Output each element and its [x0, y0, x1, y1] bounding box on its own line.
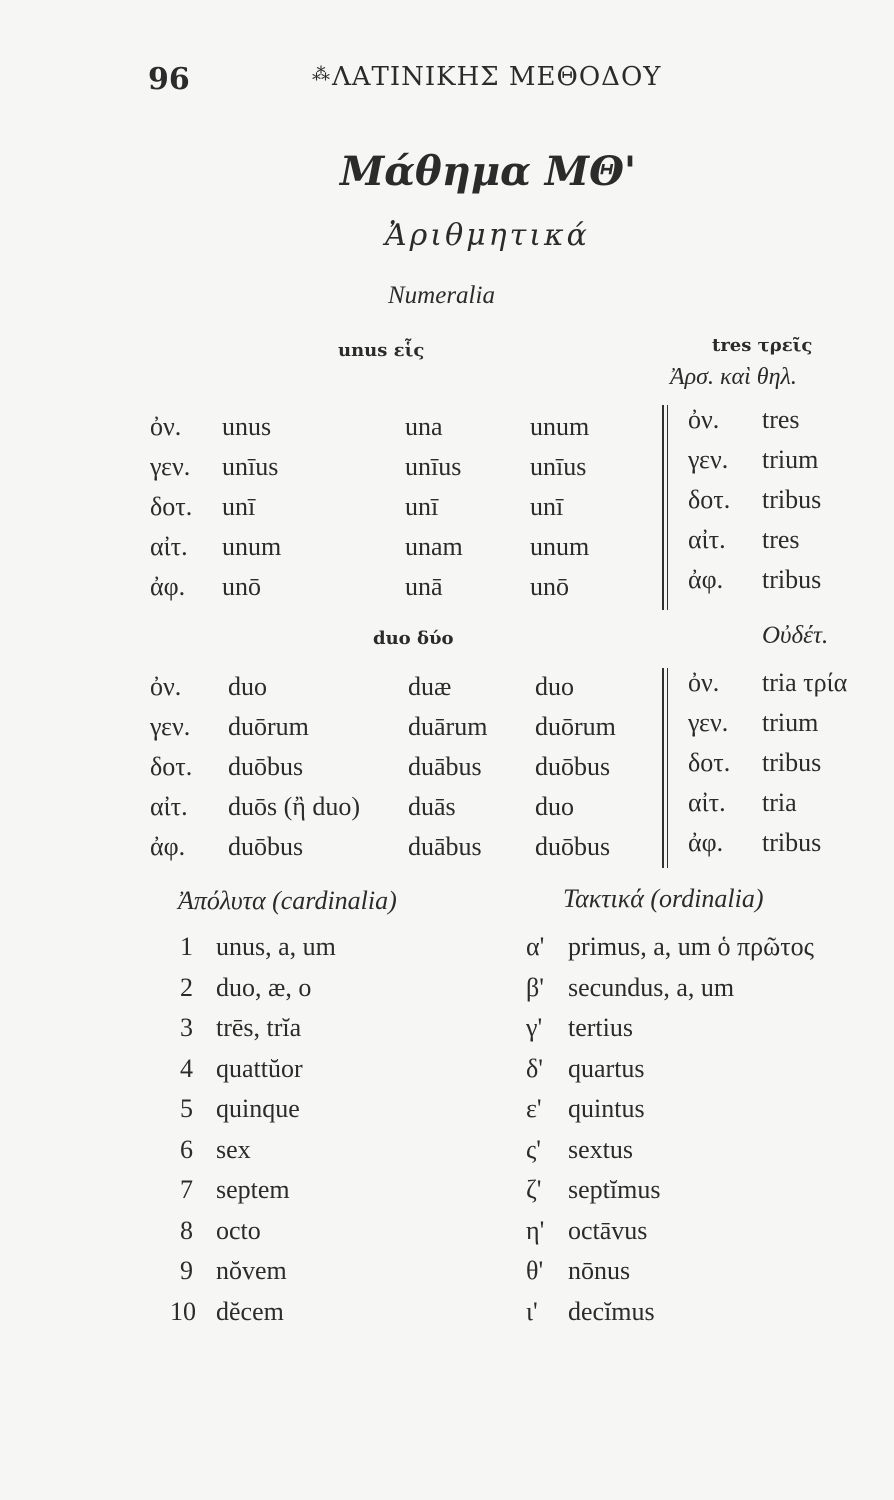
neuter-form: unī [530, 492, 564, 521]
case-label: δοτ. [688, 485, 731, 514]
tres-form: trium [762, 708, 819, 737]
cardinal-word: sex [216, 1134, 251, 1164]
neuter-form: duo [535, 672, 574, 701]
number-numeral: 5 [180, 1094, 193, 1123]
greek-numeral-sign: ε' [526, 1094, 542, 1123]
masculine-form: unus [222, 412, 272, 441]
unus-caption: unus εἷς [338, 340, 425, 361]
cardinal-word: duo, æ, o [216, 972, 312, 1002]
ordinal-word: nōnus [568, 1256, 631, 1285]
tres-form: tribus [762, 828, 822, 857]
case-label: αἰτ. [150, 532, 188, 561]
case-label: γεν. [150, 712, 191, 741]
neuter-form: unīus [530, 452, 587, 481]
divider-line [662, 405, 664, 610]
cardinal-word: octo [216, 1215, 261, 1245]
duo-caption: duo δύο [373, 628, 454, 649]
case-label: ὀν. [150, 412, 182, 441]
masculine-form: unī [222, 492, 256, 521]
neuter-form: duōbus [535, 752, 611, 781]
ordinal-word: octāvus [568, 1215, 648, 1245]
neuter-form: duōrum [535, 712, 616, 741]
cardinal-header: Ἀπόλυτα (cardinalia) [178, 886, 397, 915]
feminine-form: duābus [408, 832, 482, 861]
tres-form: tria [762, 788, 797, 817]
tres-form: tribus [762, 565, 822, 594]
feminine-form: duārum [408, 712, 488, 741]
feminine-form: duæ [408, 672, 452, 701]
feminine-form: una [405, 412, 443, 441]
ordinal-word: septĭmus [568, 1175, 661, 1204]
ordinal-word: secundus, a, um [568, 972, 735, 1002]
case-label: ἀφ. [150, 832, 186, 861]
greek-subtitle: Ἀριθμητικά [385, 218, 590, 253]
greek-numeral-sign: θ' [526, 1256, 544, 1285]
cardinal-word: dĕcem [216, 1296, 284, 1326]
case-label: δοτ. [150, 752, 193, 781]
tres-caption: tres τρεῖς [712, 335, 813, 356]
case-label: αἰτ. [150, 792, 188, 821]
feminine-form: duās [408, 792, 456, 821]
greek-numeral-sign: α' [526, 932, 545, 961]
masculine-form: unō [222, 572, 261, 601]
ordinal-word: primus, a, um ὁ πρῶτος [568, 932, 814, 961]
case-label: ὀν. [150, 672, 182, 701]
neuter-form: unum [530, 532, 590, 561]
number-numeral: 6 [180, 1134, 193, 1164]
case-label: ὀν. [688, 668, 720, 697]
case-label: δοτ. [150, 492, 193, 521]
ornament: ⁂ [312, 64, 330, 85]
tres-form: tres [762, 525, 800, 554]
number-numeral: 2 [180, 972, 193, 1002]
greek-numeral-sign: ζ' [526, 1175, 542, 1204]
ordinal-word: quartus [568, 1053, 645, 1083]
ordinal-word: sextus [568, 1134, 633, 1164]
cardinal-word: septem [216, 1175, 290, 1204]
greek-numeral-sign: ι' [526, 1296, 538, 1326]
lesson-title: Μάθημα ΜΘ' [340, 148, 637, 195]
cardinal-word: trēs, trĭa [216, 1013, 302, 1042]
cardinal-word: quinque [216, 1094, 300, 1123]
feminine-form: unam [405, 532, 463, 561]
case-label: αἰτ. [688, 788, 726, 817]
divider-line [662, 668, 664, 868]
number-numeral: 8 [180, 1215, 193, 1245]
ordinal-word: decĭmus [568, 1296, 655, 1326]
number-numeral: 7 [180, 1175, 193, 1204]
neuter-form: unum [530, 412, 590, 441]
greek-numeral-sign: δ' [526, 1053, 543, 1083]
tres-form: tres [762, 405, 800, 434]
case-label: αἰτ. [688, 525, 726, 554]
case-label: ἀφ. [688, 565, 724, 594]
feminine-form: unī [405, 492, 439, 521]
feminine-form: unīus [405, 452, 462, 481]
number-numeral: 9 [180, 1256, 193, 1285]
greek-numeral-sign: β' [526, 972, 544, 1002]
tres-n-label: Οὐδέτ. [762, 622, 829, 649]
case-label: ἀφ. [150, 572, 186, 601]
case-label: γεν. [688, 708, 729, 737]
masculine-form: duōrum [228, 712, 309, 741]
tres-form: tribus [762, 485, 822, 514]
latin-subtitle: Numeralia [388, 282, 495, 309]
tres-form: trium [762, 445, 819, 474]
number-numeral: 1 [180, 932, 193, 961]
number-numeral: 4 [180, 1053, 193, 1083]
feminine-form: duābus [408, 752, 482, 781]
cardinal-word: unus, a, um [216, 932, 336, 961]
greek-numeral-sign: γ' [526, 1013, 543, 1042]
divider-line [667, 405, 668, 610]
masculine-form: unīus [222, 452, 279, 481]
case-label: γεν. [150, 452, 191, 481]
case-label: ὀν. [688, 405, 720, 434]
neuter-form: duōbus [535, 832, 611, 861]
cardinal-word: nŏvem [216, 1256, 287, 1285]
neuter-form: duo [535, 792, 574, 821]
ordinal-word: quintus [568, 1094, 645, 1123]
masculine-form: duōs (ἢ duo) [228, 792, 361, 821]
page-number: 96 [148, 62, 190, 97]
masculine-form: duo [228, 672, 267, 701]
neuter-form: unō [530, 572, 569, 601]
case-label: ἀφ. [688, 828, 724, 857]
ordinal-header: Τακτικά (ordinalia) [563, 884, 764, 913]
divider-line [667, 668, 668, 868]
case-label: δοτ. [688, 748, 731, 777]
case-label: γεν. [688, 445, 729, 474]
feminine-form: unā [405, 572, 443, 601]
greek-numeral-sign: η' [526, 1215, 545, 1245]
masculine-form: duōbus [228, 832, 304, 861]
tres-form: tribus [762, 748, 822, 777]
greek-numeral-sign: ς' [526, 1134, 541, 1164]
masculine-form: unum [222, 532, 282, 561]
tres-form: tria τρία [762, 668, 848, 697]
cardinal-word: quattŭor [216, 1053, 303, 1083]
number-numeral: 3 [180, 1013, 193, 1042]
tres-mf-label: Ἀρσ. καὶ θηλ. [670, 364, 797, 390]
ordinal-word: tertius [568, 1013, 633, 1042]
number-numeral: 10 [170, 1296, 196, 1326]
masculine-form: duōbus [228, 752, 304, 781]
running-title: ΛΑΤΙΝΙΚΗΣ ΜΕΘΟΔΟΥ [332, 62, 662, 92]
